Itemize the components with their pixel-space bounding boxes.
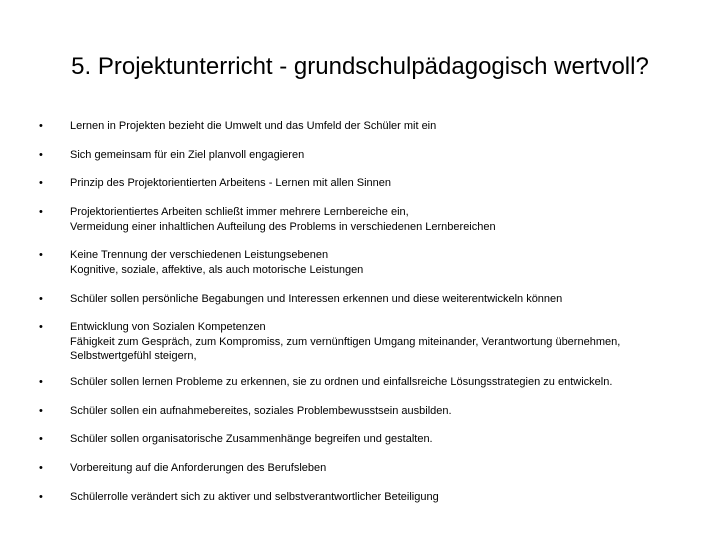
bullet-text xyxy=(70,320,700,364)
bullet-text xyxy=(70,375,700,390)
bullet-text xyxy=(70,205,700,234)
slide-title: 5. Projektunterricht - grundschulpädagogisch wertvoll? xyxy=(71,53,649,80)
bullet-text xyxy=(70,148,700,163)
bullet-dot: • xyxy=(39,321,43,333)
bullet-dot: • xyxy=(39,405,43,417)
bullet-line: Fähigkeit zum Gespräch, zum Kompromiss, zum vernünftigen Umgang miteinander, Verantwortung übernehmen, xyxy=(70,335,621,348)
bullet-line: Lernen in Projekten bezieht die Umwelt und das Umfeld der Schüler mit ein xyxy=(70,120,437,132)
bullet-line: Entwicklung von Sozialen Kompetenzen xyxy=(70,321,266,333)
bullet-line: Schüler sollen persönliche Begabungen und Interessen erkennen und diese weiterentwickeln können xyxy=(70,293,563,305)
bullet-dot: • xyxy=(39,206,43,218)
bullet-line: Schüler sollen ein aufnahmebereites, soziales Problembewusstsein ausbilden. xyxy=(70,405,452,417)
bullet-dot: • xyxy=(39,491,43,503)
bullet-text xyxy=(70,292,700,307)
bullet-line: Vermeidung einer inhaltlichen Aufteilung des Problems in verschiedenen Lernbereichen xyxy=(70,220,496,233)
bullet-line: Schüler sollen organisatorische Zusammenhänge begreifen und gestalten. xyxy=(70,433,433,445)
bullet-dot: • xyxy=(39,177,43,189)
bullet-line: Schülerrolle verändert sich zu aktiver und selbstverantwortlicher Beteiligung xyxy=(70,491,439,503)
bullet-text xyxy=(70,461,700,476)
bullet-dot: • xyxy=(39,462,43,474)
bullet-dot: • xyxy=(39,149,43,161)
bullet-line: Schüler sollen lernen Probleme zu erkennen, sie zu ordnen und einfallsreiche Lösungsstrategien zu entwickeln. xyxy=(70,376,613,388)
bullet-dot: • xyxy=(39,376,43,388)
bullet-text xyxy=(70,432,700,447)
bullet-text xyxy=(70,490,700,505)
bullet-line: Selbstwertgefühl steigern, xyxy=(70,350,197,362)
bullet-text xyxy=(70,119,700,134)
bullet-line: Vorbereitung auf die Anforderungen des Berufsleben xyxy=(70,462,327,474)
bullet-text xyxy=(70,404,700,419)
bullet-line: Prinzip des Projektorientierten Arbeitens - Lernen mit allen Sinnen xyxy=(70,177,392,189)
bullet-dot: • xyxy=(39,433,43,445)
bullet-line: Sich gemeinsam für ein Ziel planvoll engagieren xyxy=(70,149,305,161)
bullet-dot: • xyxy=(39,293,43,305)
bullet-text xyxy=(70,248,700,277)
bullet-line: Keine Trennung der verschiedenen Leistungsebenen xyxy=(70,249,329,261)
bullet-line: Kognitive, soziale, affektive, als auch motorische Leistungen xyxy=(70,263,364,276)
bullet-text xyxy=(70,176,700,191)
bullet-line: Projektorientiertes Arbeiten schließt immer mehrere Lernbereiche ein, xyxy=(70,206,409,218)
bullet-dot: • xyxy=(39,120,43,132)
bullet-dot: • xyxy=(39,249,43,261)
